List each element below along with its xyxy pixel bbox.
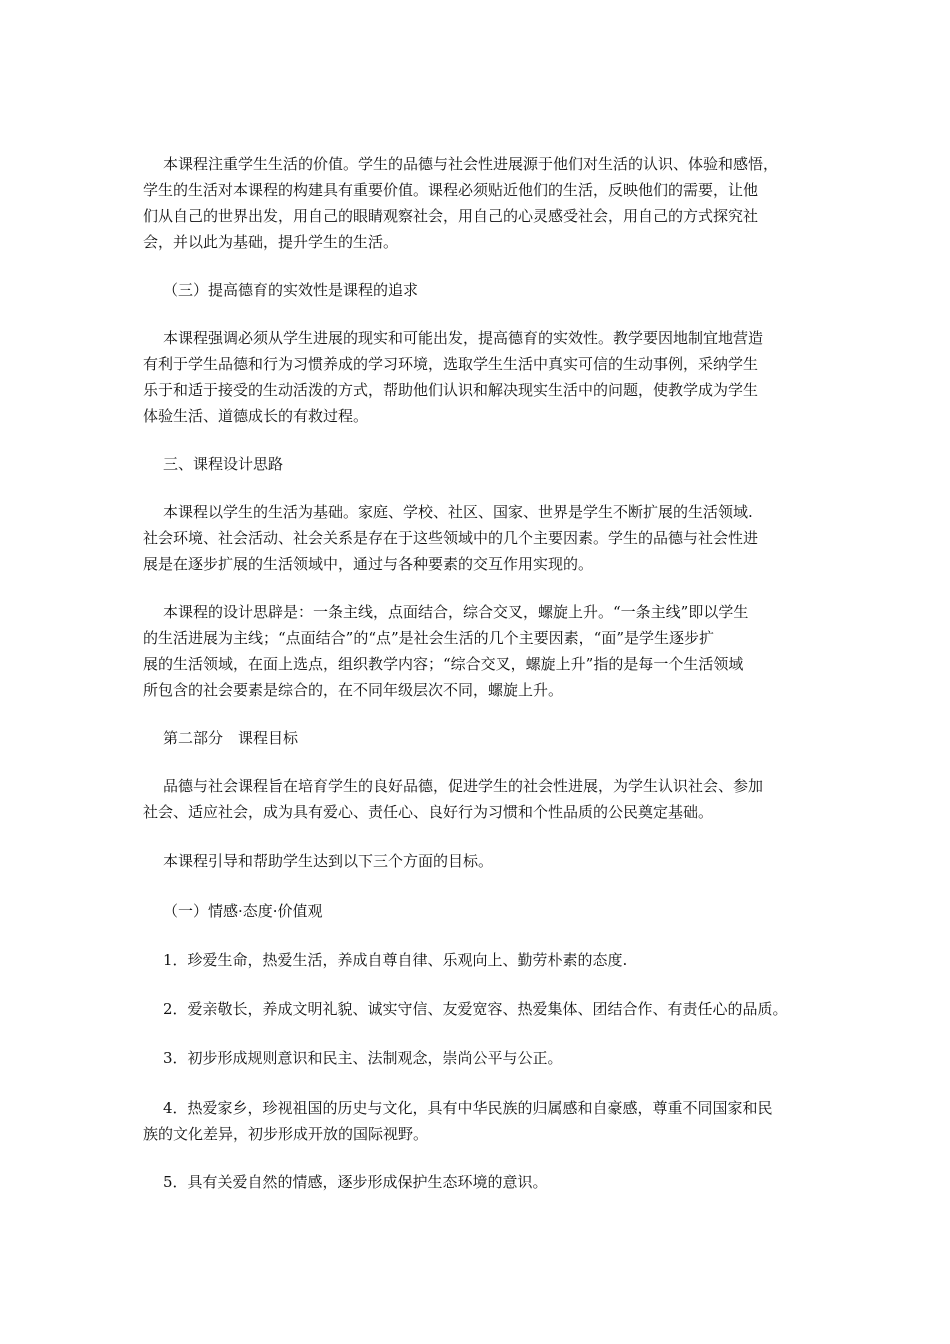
text-line: 第二部分 课程目标 [163, 729, 299, 747]
text-line: 有利于学生品德和行为习惯养成的学习环境，选取学生生活中真实可信的生动事例，采纳学生 [143, 355, 759, 373]
paragraph-student-life-value [143, 151, 819, 255]
text-line: （一）情感·态度·价值观 [163, 902, 323, 920]
subheading-moral-education-effectiveness [143, 277, 819, 303]
paragraph-three-goals-intro [143, 848, 819, 874]
subheading-emotion-attitude-values [143, 898, 819, 924]
part-heading-course-goals [143, 725, 819, 751]
text-line: 学生的生活对本课程的构建具有重要价值。课程必须贴近他们的生活，反映他们的需要，让他 [143, 181, 759, 199]
paragraph-course-basis [143, 499, 819, 577]
text-line: 所包含的社会要素是综合的，在不同年级层次不同，螺旋上升。 [143, 681, 564, 699]
text-line: 品德与社会课程旨在培育学生的良好品德，促进学生的社会性进展，为学生认识社会、参加 [163, 777, 764, 795]
text-line: 乐于和适于接受的生动活泼的方式，帮助他们认识和解决现实生活中的问题，使教学成为学生 [143, 381, 759, 399]
text-line: 社会、适应社会，成为具有爱心、责任心、良好行为习惯和个性品质的公民奠定基础。 [143, 803, 714, 821]
goal-item-1 [143, 947, 819, 973]
text-line: 本课程强调必须从学生进展的现实和可能出发，提高德育的实效性。教学要因地制宜地营造 [163, 329, 764, 347]
text-line: 本课程的设计思辟是：一条主线，点面结合，综合交叉，螺旋上升。“一条主线”即以学生 [163, 603, 749, 621]
text-line: 会，并以此为基础，提升学生的生活。 [143, 233, 399, 251]
text-line: 社会环境、社会活动、社会关系是存在于这些领域中的几个主要因素。学生的品德与社会性进 [143, 529, 759, 547]
text-line: 的生活进展为主线；“点面结合”的“点”是社会生活的几个主要因素，“面”是学生逐步扩 [143, 629, 715, 647]
text-line: 本课程以学生的生活为基础。家庭、学校、社区、国家、世界是学生不断扩展的生活领域. [163, 503, 753, 521]
paragraph-course-aim [143, 773, 819, 825]
text-line: （三）提高德育的实效性是课程的追求 [163, 281, 419, 299]
text-line: 展是在逐步扩展的生活领域中，通过与各种要素的交互作用实现的。 [143, 555, 594, 573]
goal-item-5 [143, 1169, 819, 1195]
section-heading-course-design [143, 451, 819, 477]
text-line: 们从自己的世界出发，用自己的眼睛观察社会，用自己的心灵感受社会，用自己的方式探究社 [143, 207, 759, 225]
text-line: 族的文化差异，初步形成开放的国际视野。 [143, 1125, 429, 1143]
text-line: 5．具有关爱自然的情感，逐步形成保护生态环境的意识。 [163, 1173, 548, 1191]
goal-item-3 [143, 1045, 819, 1071]
paragraph-design-approach [143, 599, 819, 703]
text-line: 本课程注重学生生活的价值。学生的品德与社会性进展源于他们对生活的认识、体验和感悟， [163, 155, 779, 173]
paragraph-moral-education [143, 325, 819, 429]
text-line: 三、课程设计思路 [163, 455, 284, 473]
text-line: 2．爱亲敬长，养成文明礼貌、诚实守信、友爱宽容、热爱集体、团结合作、有责任心的品质。 [163, 1000, 788, 1018]
text-line: 1．珍爱生命，热爱生活，养成自尊自律、乐观向上、勤劳朴素的态度. [163, 951, 628, 969]
text-line: 3．初步形成规则意识和民主、法制观念，崇尚公平与公正。 [163, 1049, 563, 1067]
goal-item-2 [143, 996, 819, 1022]
text-line: 4．热爱家乡，珍视祖国的历史与文化，具有中华民族的归属感和自豪感，尊重不同国家和民 [163, 1099, 773, 1117]
text-line: 本课程引导和帮助学生达到以下三个方面的目标。 [163, 852, 494, 870]
text-line: 展的生活领域，在面上选点，组织教学内容；“综合交叉，螺旋上升”指的是每一个生活领域 [143, 655, 744, 673]
text-line: 体验生活、道德成长的有救过程。 [143, 407, 369, 425]
goal-item-4 [143, 1095, 819, 1147]
